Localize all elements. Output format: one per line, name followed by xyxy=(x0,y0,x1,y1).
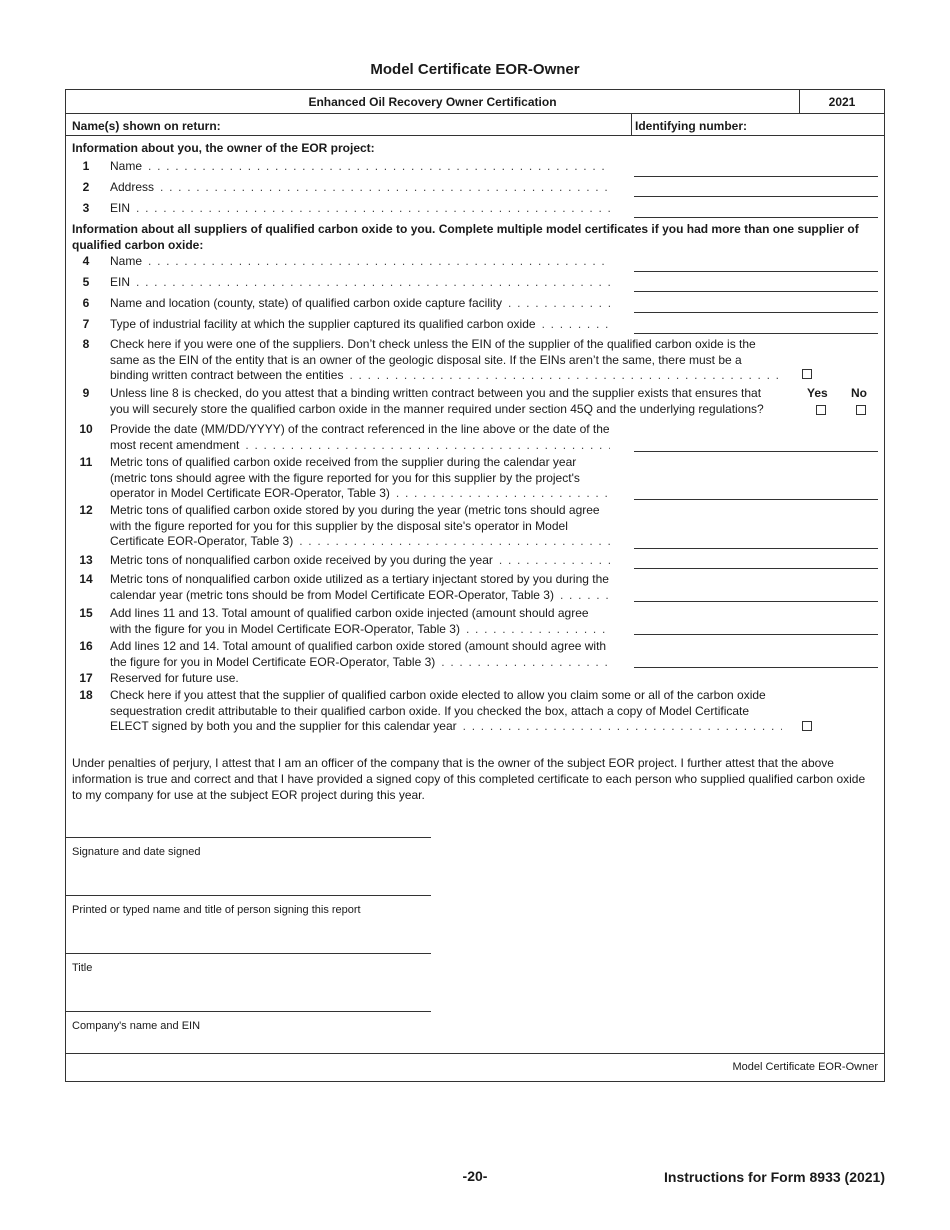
line-text: with the figure reported for you for this supplier by the disposal site's operator in Model xyxy=(110,518,568,533)
section-suppliers-heading: Information about all suppliers of qualified carbon oxide to you. Complete multiple model certificates if you had more than one supplier of qualified carbon oxide: xyxy=(72,222,859,252)
contract-yes-checkbox[interactable] xyxy=(816,405,826,415)
line-number: 15 xyxy=(79,606,93,620)
line-text: most recent amendment . . . xyxy=(110,438,610,454)
page-reference: Instructions for Form 8933 (2021) xyxy=(664,1169,885,1185)
line-text: Address . . . xyxy=(110,180,610,196)
line-text: you will securely store the qualified carbon oxide in the manner required under section 45Q and the underlying regulations? xyxy=(110,401,764,416)
capture-facility-field[interactable] xyxy=(634,312,878,313)
line-text: Name and location (county, state) of qualified carbon oxide capture facility . . . xyxy=(110,296,610,312)
line-text: Add lines 12 and 14. Total amount of qualified carbon oxide stored (amount should agree with xyxy=(110,639,607,653)
company-line[interactable] xyxy=(66,1011,431,1012)
owner-ein-field[interactable] xyxy=(634,217,878,218)
names-divider xyxy=(631,114,632,135)
line-text: the figure for you in Model Certificate EOR-Operator, Table 3) . . . xyxy=(110,655,610,671)
nonqualified-received-field[interactable] xyxy=(634,568,878,569)
form-year: 2021 xyxy=(828,95,856,109)
owner-name-field[interactable] xyxy=(634,176,878,177)
form-title: Enhanced Oil Recovery Owner Certification xyxy=(308,95,557,109)
line-text: Name . . . xyxy=(110,159,610,175)
yes-label: Yes xyxy=(807,386,828,400)
supplier-ein-field[interactable] xyxy=(634,291,878,292)
line-number: 6 xyxy=(82,296,90,310)
attestation-text: Under penalties of perjury, I attest that I am an officer of the company that is the owner of the subject EOR project. I further attest that the above information is true and correct and that I have provided a signed copy of this completed certificate to each person who supplied qualified carbon oxide to my company for use at the subject EOR project during this year. xyxy=(72,756,866,802)
line-text: EIN . . . xyxy=(110,201,610,217)
line-number: 1 xyxy=(82,159,90,173)
line-number: 14 xyxy=(79,572,93,586)
line-text: Reserved for future use. xyxy=(110,671,239,685)
owner-address-field[interactable] xyxy=(634,196,878,197)
line-text: operator in Model Certificate EOR-Operator, Table 3) . . . xyxy=(110,486,610,502)
title-line[interactable] xyxy=(66,953,431,954)
qualified-received-field[interactable] xyxy=(634,499,878,500)
line-text: Type of industrial facility at which the supplier captured its qualified carbon oxide . . . xyxy=(110,317,610,333)
line-number: 17 xyxy=(79,671,93,685)
supplier-name-field[interactable] xyxy=(634,271,878,272)
line-text: Check here if you were one of the suppliers. Don’t check unless the EIN of the supplier of the qualified carbon oxide is the xyxy=(110,337,756,351)
names-row xyxy=(66,114,884,136)
section-owner-heading: Information about you, the owner of the EOR project: xyxy=(72,141,375,155)
line-number: 8 xyxy=(82,337,90,351)
line-text: same as the EIN of the entity that is an owner of the geologic disposal site. If the EINs aren’t the same, there must be a xyxy=(110,352,742,367)
title-label: Title xyxy=(72,962,93,974)
printed-name-line[interactable] xyxy=(66,895,431,896)
company-label: Company's name and EIN xyxy=(72,1020,201,1032)
line-text: binding written contract between the entities . . . xyxy=(110,368,782,384)
line-number: 2 xyxy=(82,180,90,194)
line-number: 13 xyxy=(79,553,93,567)
line-text: Provide the date (MM/DD/YYYY) of the contract referenced in the line above or the date of the xyxy=(110,422,610,436)
elect-checkbox[interactable] xyxy=(802,721,812,731)
qualified-stored-field[interactable] xyxy=(634,548,878,549)
no-label: No xyxy=(851,386,867,400)
form-header xyxy=(66,90,884,114)
line-number: 18 xyxy=(79,688,93,702)
line-number: 4 xyxy=(82,254,90,268)
line-number: 3 xyxy=(82,201,90,215)
contract-date-field[interactable] xyxy=(634,451,878,452)
certificate-form xyxy=(65,89,885,1082)
names-label[interactable]: Name(s) shown on return: xyxy=(72,119,221,133)
line-text: calendar year (metric tons should be from Model Certificate EOR-Operator, Table 3) . . . xyxy=(110,588,610,604)
line-text: Name . . . xyxy=(110,254,610,270)
line-text: Add lines 11 and 13. Total amount of qualified carbon oxide injected (amount should agree xyxy=(110,606,589,620)
line-number: 10 xyxy=(79,422,93,436)
line-text: Metric tons of qualified carbon oxide stored by you during the year (metric tons should agree xyxy=(110,503,600,517)
line-text: Metric tons of nonqualified carbon oxide utilized as a tertiary injectant stored by you during the xyxy=(110,572,609,586)
line-number: 12 xyxy=(79,503,93,517)
page-title: Model Certificate EOR-Owner xyxy=(370,61,580,78)
page-number: -20- xyxy=(462,1168,488,1184)
total-stored-field[interactable] xyxy=(634,667,878,668)
signature-line[interactable] xyxy=(66,837,431,838)
contract-no-checkbox[interactable] xyxy=(856,405,866,415)
line-text: EIN . . . xyxy=(110,275,610,291)
facility-type-field[interactable] xyxy=(634,333,878,334)
form-footer: Model Certificate EOR-Owner xyxy=(732,1061,878,1073)
line-text: Check here if you attest that the supplier of qualified carbon oxide elected to allow you claim some or all of the carbon oxide xyxy=(110,688,766,702)
signature-label: Signature and date signed xyxy=(72,846,201,858)
line-number: 5 xyxy=(82,275,90,289)
nonqualified-stored-field[interactable] xyxy=(634,601,878,602)
line-number: 9 xyxy=(82,386,90,400)
footer-divider xyxy=(66,1053,884,1054)
supplier-checkbox[interactable] xyxy=(802,369,812,379)
id-label[interactable]: Identifying number: xyxy=(635,119,747,133)
line-text: Metric tons of nonqualified carbon oxide received by you during the year . . . xyxy=(110,553,610,569)
line-text: Unless line 8 is checked, do you attest that a binding written contract between you and the supplier exists that ensures that xyxy=(110,386,762,400)
line-text: (metric tons should agree with the figure reported for you for this supplier by the project's xyxy=(110,470,580,485)
line-text: sequestration credit attributable to their qualified carbon oxide. If you checked the box, attach a copy of Model Certificate xyxy=(110,703,750,718)
line-number: 16 xyxy=(79,639,93,653)
total-injected-field[interactable] xyxy=(634,634,878,635)
line-text: Metric tons of qualified carbon oxide received from the supplier during the calendar year xyxy=(110,455,577,469)
line-text: ELECT signed by both you and the supplier for this calendar year . . . xyxy=(110,719,782,735)
line-text: with the figure for you in Model Certificate EOR-Operator, Table 3) . . . xyxy=(110,622,610,638)
line-text: Certificate EOR-Operator, Table 3) . . . xyxy=(110,534,610,550)
line-number: 11 xyxy=(79,455,93,469)
printed-name-label: Printed or typed name and title of person signing this report xyxy=(72,904,361,916)
line-number: 7 xyxy=(82,317,90,331)
